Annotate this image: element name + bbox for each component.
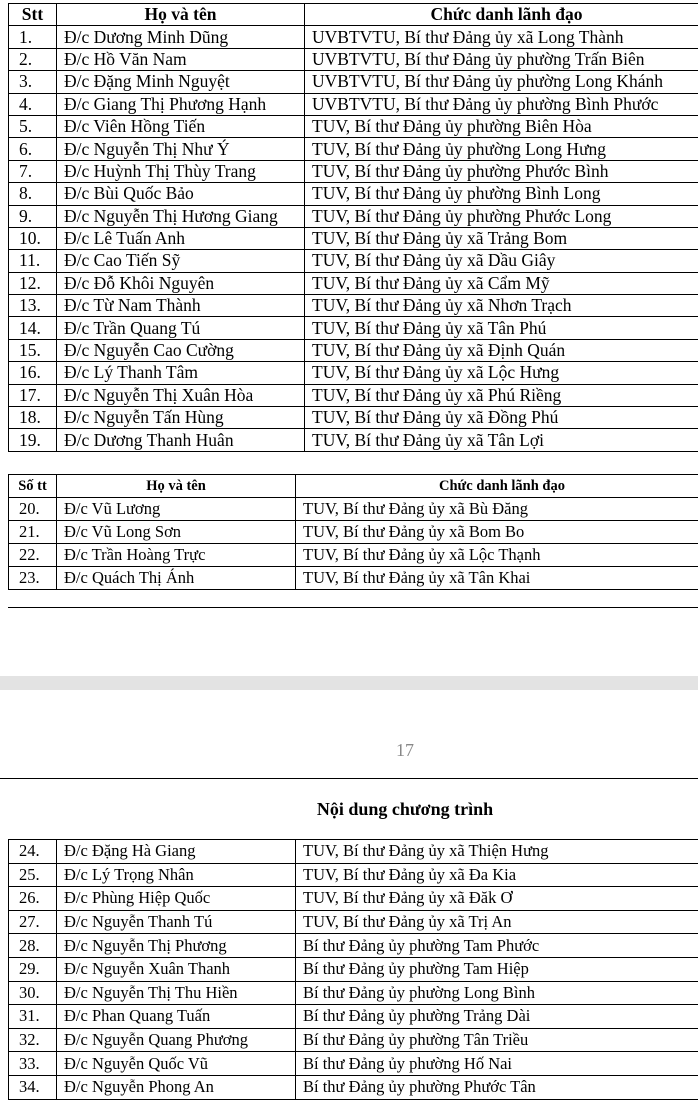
position-title: Bí thư Đảng ủy phường Tam Phước <box>296 934 698 958</box>
table-row <box>9 160 698 182</box>
row-number: 11. <box>9 250 57 272</box>
position-title: UVBTVTU, Bí thư Đảng ủy xã Long Thành <box>305 26 698 48</box>
person-name: Đ/c Nguyễn Quốc Vũ <box>57 1052 296 1076</box>
position-title: TUV, Bí thư Đảng ủy xã Tân Lợi <box>305 429 698 451</box>
row-number: 33. <box>9 1052 57 1076</box>
row-number: 25. <box>9 863 57 887</box>
table-row <box>9 981 698 1005</box>
position-title: TUV, Bí thư Đảng ủy phường Biên Hòa <box>305 115 698 137</box>
person-name: Đ/c Hồ Văn Nam <box>57 48 305 70</box>
position-title: TUV, Bí thư Đảng ủy xã Phú Riềng <box>305 384 698 406</box>
position-title: Bí thư Đảng ủy phường Tân Triều <box>296 1028 698 1052</box>
position-title: TUV, Bí thư Đảng ủy phường Long Hưng <box>305 138 698 160</box>
header-name: Họ và tên <box>57 475 296 498</box>
row-number: 31. <box>9 1005 57 1029</box>
position-title: TUV, Bí thư Đảng ủy xã Tân Phú <box>305 317 698 339</box>
row-number: 8. <box>9 183 57 205</box>
row-number: 1. <box>9 26 57 48</box>
person-name: Đ/c Nguyễn Thị Phương <box>57 934 296 958</box>
row-number: 17. <box>9 384 57 406</box>
table-row <box>9 1075 698 1099</box>
position-title: Bí thư Đảng ủy phường Long Bình <box>296 981 698 1005</box>
position-title: TUV, Bí thư Đảng ủy xã Trị An <box>296 910 698 934</box>
position-title: TUV, Bí thư Đảng ủy xã Dầu Giây <box>305 250 698 272</box>
row-number: 16. <box>9 362 57 384</box>
position-title: TUV, Bí thư Đảng ủy xã Lộc Thạnh <box>296 544 698 567</box>
position-title: Bí thư Đảng ủy phường Trảng Dài <box>296 1005 698 1029</box>
row-number: 21. <box>9 521 57 544</box>
position-title: TUV, Bí thư Đảng ủy xã Lộc Hưng <box>305 362 698 384</box>
person-name: Đ/c Nguyễn Quang Phương <box>57 1028 296 1052</box>
row-number: 13. <box>9 295 57 317</box>
table-row <box>9 384 698 406</box>
person-name: Đ/c Trần Quang Tú <box>57 317 305 339</box>
table-row <box>9 362 698 384</box>
table-row <box>9 1028 698 1052</box>
table-row <box>9 205 698 227</box>
row-number: 12. <box>9 272 57 294</box>
position-title: TUV, Bí thư Đảng ủy xã Đăk Ơ <box>296 887 698 911</box>
position-title: TUV, Bí thư Đảng ủy phường Phước Bình <box>305 160 698 182</box>
position-title: TUV, Bí thư Đảng ủy xã Định Quán <box>305 339 698 361</box>
row-number: 24. <box>9 840 57 864</box>
row-number: 34. <box>9 1075 57 1099</box>
position-title: UVBTVTU, Bí thư Đảng ủy phường Bình Phước <box>305 93 698 115</box>
table-row <box>9 48 698 70</box>
table-row <box>9 863 698 887</box>
position-title: TUV, Bí thư Đảng ủy phường Bình Long <box>305 183 698 205</box>
table-row <box>9 93 698 115</box>
person-name: Đ/c Lê Tuấn Anh <box>57 227 305 249</box>
header-position: Chức danh lãnh đạo <box>305 4 698 26</box>
header-stt: Stt <box>9 4 57 26</box>
row-number: 7. <box>9 160 57 182</box>
table-row <box>9 227 698 249</box>
row-number: 10. <box>9 227 57 249</box>
person-name: Đ/c Lý Thanh Tâm <box>57 362 305 384</box>
person-name: Đ/c Nguyễn Xuân Thanh <box>57 957 296 981</box>
row-number: 23. <box>9 567 57 590</box>
header-name: Họ và tên <box>57 4 305 26</box>
person-name: Đ/c Cao Tiến Sỹ <box>57 250 305 272</box>
row-number: 15. <box>9 339 57 361</box>
table-row <box>9 407 698 429</box>
position-title: Bí thư Đảng ủy phường Phước Tân <box>296 1075 698 1099</box>
row-number: 4. <box>9 93 57 115</box>
person-name: Đ/c Đỗ Khôi Nguyên <box>57 272 305 294</box>
person-name: Đ/c Trần Hoàng Trực <box>57 544 296 567</box>
person-name: Đ/c Vũ Long Sơn <box>57 521 296 544</box>
person-name: Đ/c Viên Hồng Tiến <box>57 115 305 137</box>
position-title: UVBTVTU, Bí thư Đảng ủy phường Long Khánh <box>305 71 698 93</box>
table-row <box>9 26 698 48</box>
table-row <box>9 339 698 361</box>
table-row <box>9 934 698 958</box>
row-number: 14. <box>9 317 57 339</box>
table-header-row <box>9 475 698 498</box>
row-number: 5. <box>9 115 57 137</box>
table-row <box>9 840 698 864</box>
table-row <box>9 521 698 544</box>
person-name: Đ/c Nguyễn Thị Như Ý <box>57 138 305 160</box>
row-number: 3. <box>9 71 57 93</box>
row-number: 26. <box>9 887 57 911</box>
table-row <box>9 544 698 567</box>
person-name: Đ/c Phùng Hiệp Quốc <box>57 887 296 911</box>
row-number: 18. <box>9 407 57 429</box>
row-number: 27. <box>9 910 57 934</box>
position-title: TUV, Bí thư Đảng ủy phường Phước Long <box>305 205 698 227</box>
table-row <box>9 317 698 339</box>
position-title: UVBTVTU, Bí thư Đảng ủy phường Trấn Biên <box>305 48 698 70</box>
row-number: 30. <box>9 981 57 1005</box>
page-gap <box>0 676 698 690</box>
table-row <box>9 1052 698 1076</box>
position-title: TUV, Bí thư Đảng ủy xã Tân Khai <box>296 567 698 590</box>
person-name: Đ/c Nguyễn Thị Xuân Hòa <box>57 384 305 406</box>
row-number: 29. <box>9 957 57 981</box>
row-number: 32. <box>9 1028 57 1052</box>
position-title: TUV, Bí thư Đảng ủy xã Trảng Bom <box>305 227 698 249</box>
table-row <box>9 957 698 981</box>
person-name: Đ/c Nguyễn Thanh Tú <box>57 910 296 934</box>
person-name: Đ/c Quách Thị Ánh <box>57 567 296 590</box>
position-title: Bí thư Đảng ủy phường Tam Hiệp <box>296 957 698 981</box>
row-number: 6. <box>9 138 57 160</box>
person-name: Đ/c Nguyễn Thị Hương Giang <box>57 205 305 227</box>
position-title: TUV, Bí thư Đảng ủy xã Bom Bo <box>296 521 698 544</box>
leaders-table-1 <box>8 3 698 452</box>
row-number: 20. <box>9 498 57 521</box>
table-row <box>9 138 698 160</box>
table-row <box>9 115 698 137</box>
table-bottom-rule <box>8 587 698 608</box>
person-name: Đ/c Nguyễn Phong An <box>57 1075 296 1099</box>
person-name: Đ/c Lý Trọng Nhân <box>57 863 296 887</box>
table-row <box>9 887 698 911</box>
person-name: Đ/c Huỳnh Thị Thùy Trang <box>57 160 305 182</box>
table-row <box>9 910 698 934</box>
position-title: TUV, Bí thư Đảng ủy xã Bù Đăng <box>296 498 698 521</box>
section-title: Nội dung chương trình <box>316 799 494 819</box>
position-title: TUV, Bí thư Đảng ủy xã Nhơn Trạch <box>305 295 698 317</box>
person-name: Đ/c Đặng Hà Giang <box>57 840 296 864</box>
person-name: Đ/c Từ Nam Thành <box>57 295 305 317</box>
row-number: 22. <box>9 544 57 567</box>
person-name: Đ/c Dương Thanh Huân <box>57 429 305 451</box>
position-title: TUV, Bí thư Đảng ủy xã Thiện Hưng <box>296 840 698 864</box>
header-position: Chức danh lãnh đạo <box>296 475 698 498</box>
table-row <box>9 250 698 272</box>
person-name: Đ/c Phan Quang Tuấn <box>57 1005 296 1029</box>
page-number: 17 <box>396 740 414 760</box>
table-row <box>9 295 698 317</box>
person-name: Đ/c Vũ Lương <box>57 498 296 521</box>
person-name: Đ/c Bùi Quốc Bảo <box>57 183 305 205</box>
table-row <box>9 71 698 93</box>
header-stt: Số tt <box>9 475 57 498</box>
position-title: TUV, Bí thư Đảng ủy xã Đa Kia <box>296 863 698 887</box>
leaders-table-2 <box>8 474 698 590</box>
person-name: Đ/c Dương Minh Dũng <box>57 26 305 48</box>
divider <box>0 778 698 779</box>
table-row <box>9 498 698 521</box>
row-number: 2. <box>9 48 57 70</box>
table-row <box>9 272 698 294</box>
position-title: Bí thư Đảng ủy phường Hố Nai <box>296 1052 698 1076</box>
row-number: 9. <box>9 205 57 227</box>
row-number: 19. <box>9 429 57 451</box>
table-header-row <box>9 4 698 26</box>
position-title: TUV, Bí thư Đảng ủy xã Cẩm Mỹ <box>305 272 698 294</box>
table-row <box>9 1005 698 1029</box>
person-name: Đ/c Nguyễn Thị Thu Hiền <box>57 981 296 1005</box>
person-name: Đ/c Nguyễn Tấn Hùng <box>57 407 305 429</box>
person-name: Đ/c Giang Thị Phương Hạnh <box>57 93 305 115</box>
person-name: Đ/c Đặng Minh Nguyệt <box>57 71 305 93</box>
leaders-table-3 <box>8 839 698 1100</box>
position-title: TUV, Bí thư Đảng ủy xã Đồng Phú <box>305 407 698 429</box>
table-row <box>9 429 698 451</box>
person-name: Đ/c Nguyễn Cao Cường <box>57 339 305 361</box>
table-row <box>9 183 698 205</box>
row-number: 28. <box>9 934 57 958</box>
